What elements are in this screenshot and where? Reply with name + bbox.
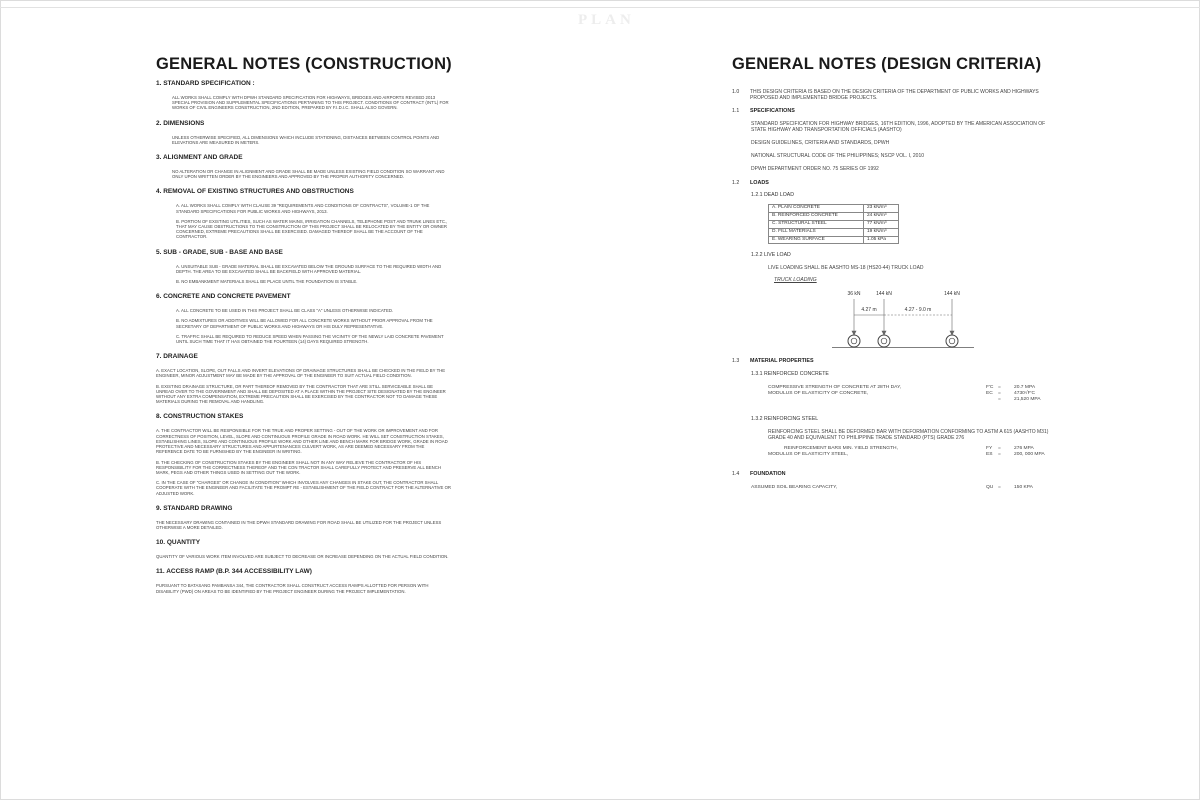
section-1-4 bbox=[732, 471, 1062, 477]
property-b: QU bbox=[986, 485, 994, 491]
section-number: 1.3 bbox=[732, 358, 740, 365]
property-row bbox=[751, 485, 1062, 491]
section-heading: 1. STANDARD SPECIFICATION : bbox=[156, 80, 255, 87]
section-heading: 2. DIMENSIONS bbox=[156, 119, 205, 127]
property-a: REINFORCEMENT BARS MIN. YIELD STRENGTH, bbox=[784, 446, 898, 452]
property-a: MODULUS OF ELASTICITY OF CONCRETE, bbox=[768, 391, 869, 397]
property-c: = bbox=[998, 385, 1001, 391]
truck-loading-title: TRUCK LOADING bbox=[774, 277, 817, 284]
axle-load-1: 36 kN bbox=[847, 291, 861, 298]
foundation-props bbox=[732, 485, 1062, 491]
dead-load-name: C. STRUCTURAL STEEL bbox=[769, 220, 864, 228]
section-paragraph: UNLESS OTHERWISE SPECIFIED, ALL DIMENSIONS WHICH INCLUDE STATIONING, DISTANCES BETWEEN CONTROL POINTS AND ELEVATIONS ARE MEASURED IN METERS. bbox=[172, 134, 440, 145]
section-paragraph: B. THE CHECKING OF CONSTRUCTION STAKES BY THE ENGINEER SHALL NOT IN ANY WAY RELIEVE THE CONTRACTOR OF HIS RESPONSIBILITY FOR THE CORRECTNESS THEREOF AND THE CON TRACTOR SHALL CAREFULLY PROTECT AND PRESERVE ALL BENCH MARK, PEGS AND OTHER THINGS USED IN SETTING OUT THE WORK. bbox=[156, 459, 441, 475]
property-b: EC bbox=[986, 391, 993, 397]
dead-load-row bbox=[769, 212, 899, 220]
design-criteria-title: GENERAL NOTES (DESIGN CRITERIA) bbox=[732, 55, 1042, 73]
section-number: 1.2 bbox=[732, 180, 740, 186]
section-heading: 3. ALIGNMENT AND GRADE bbox=[156, 154, 243, 162]
section-paragraph: C. IN THE CASE OF "CHARGES" OR CHANGE IN CONDITION" WHICH INVOLVES ANY CHANGES IN STAKE OUT, THE CONTRACTOR SHALL COOPERATE WITH THE ENGINEER AND FACILITATE THE PROMPT RE - ESTABLISHMENT OF THE FIELD CONTRACT FOR THE ALTERNATIVE OR ADJUSTED WORK. bbox=[156, 480, 452, 496]
reinforced-concrete-props bbox=[732, 385, 1062, 402]
property-row bbox=[768, 452, 1062, 458]
section-paragraph: B. NO ADMIXTURES OR ADDITIVES WILL BE ALLOWED FOR ALL CONCRETE WORKS WITHOUT PRIOR APPROVAL FROM THE SECRETARY OF DEPARTMENT OF PUBLIC WORKS AND HIGHWAYS OR HIS DULY REPRESENTATIVE. bbox=[176, 318, 433, 329]
construction-notes bbox=[156, 55, 451, 599]
construction-section bbox=[156, 120, 451, 145]
property-d: 4730√F'C bbox=[1014, 391, 1036, 397]
section-1-2 bbox=[732, 180, 1062, 186]
section-heading: 9. STANDARD DRAWING bbox=[156, 504, 233, 512]
property-row bbox=[768, 397, 1062, 403]
dead-load-row bbox=[769, 228, 899, 236]
truck-wheels bbox=[848, 335, 958, 347]
section-title: LOADS bbox=[750, 180, 769, 186]
property-d: 200, 000 MPA bbox=[1014, 451, 1045, 457]
dead-load-value: 1.05 kPa bbox=[864, 236, 899, 244]
property-c: = bbox=[998, 391, 1001, 397]
property-b: FY bbox=[986, 446, 993, 452]
spec-list bbox=[732, 121, 1061, 172]
property-c: = bbox=[998, 446, 1001, 452]
dead-load-name: E. WEARING SURFACE bbox=[769, 236, 864, 244]
reinforcing-steel-text: REINFORCING STEEL SHALL BE DEFORMED BAR WITH DEFORMATION CONFORMING TO ASTM A 615 (AASHTO M31) GRADE 40 AND EQUIVALENT TO PHILIPPINE TRADE STANDARD (PTS) GRADE 276 bbox=[768, 429, 1049, 442]
axle-spacing-2: 4.27 - 9.0 m bbox=[904, 307, 932, 314]
reinforced-concrete-label: 1.3.1 REINFORCED CONCRETE bbox=[751, 371, 829, 378]
plan-watermark: PLAN bbox=[578, 12, 635, 28]
live-load-label: 1.2.2 LIVE LOAD bbox=[751, 252, 791, 259]
property-b: ES bbox=[986, 451, 993, 457]
section-paragraph: A. ALL CONCRETE TO BE USED IN THIS PROJECT SHALL BE CLASS "A" UNLESS OTHERWISE INDICATED. bbox=[176, 308, 394, 314]
dead-load-row bbox=[769, 236, 899, 244]
dead-load-row bbox=[769, 205, 899, 213]
property-c: = bbox=[998, 451, 1001, 457]
section-1-0 bbox=[732, 89, 1062, 101]
construction-notes-title: GENERAL NOTES (CONSTRUCTION) bbox=[156, 55, 452, 73]
construction-section bbox=[156, 249, 451, 285]
axle-load-3: 144 kN bbox=[944, 291, 960, 298]
dead-load-value: 77 kN/m³ bbox=[864, 220, 899, 228]
section-paragraph: A. EXACT LOCATION, SLOPE, OUT FALLS AND INVERT ELEVATIONS OF DRAINAGE STRUCTURES SHALL BE CHECKED IN THE FIELD BY THE ENGINEER, MINOR ADJUSTMENT MAY BE MADE BY THE APPROVAL OF THE ENGINEER TO SUIT ACTUAL FIELD CONDITION. bbox=[156, 368, 446, 379]
property-b bbox=[986, 397, 998, 403]
design-criteria bbox=[732, 55, 1062, 491]
construction-section bbox=[156, 505, 451, 530]
construction-section bbox=[156, 154, 451, 179]
truck-loading-diagram bbox=[732, 277, 1062, 349]
section-heading: 4. REMOVAL OF EXISTING STRUCTURES AND OBSTRUCTIONS bbox=[156, 188, 354, 196]
property-b: F'C bbox=[986, 385, 994, 391]
section-number: 1.0 bbox=[732, 89, 740, 95]
section-1-1 bbox=[732, 108, 1062, 114]
section-title: FOUNDATION bbox=[750, 471, 786, 478]
section-paragraph: A. THE CONTRACTOR WILL BE RESPONSIBLE FOR THE TRUE AND PROPER SETTING - OUT OF THE WORK OR IMPROVEMENT AND FOR CORRECTNESS OF POSITION, LEVEL, SLOPE AND CONTINUOUS PROFILE GRADE IN ROAD WORK. HE WILL SET CONSTRUCTION STAKES, ESTABLISHING LINES, SLOPE AND CONTINUOUS PROFILE WORK AND OTHER LINE AND BENCH MARK FOR BRIDGE WORK, GRADE IN ROAD PROTECTIVE AND NECESSARY STRUCTURES AND APPURTENANCES CULVERT WORK, AS ARE DEEMED NECESSARY FROM THE REFERENCE DATE TO BE FURNISHED BY THE ENGINEER IN WRITING. bbox=[156, 428, 448, 455]
load-arrows bbox=[852, 299, 954, 335]
spec-item: STANDARD SPECIFICATION FOR HIGHWAY BRIDGES, 16TH EDITION, 1996, ADOPTED BY THE AMERICAN ASSOCIATION OF STATE HIGHWAY AND TRANSPORTATION OFFICIALS (AASHTO) bbox=[751, 121, 1046, 133]
section-heading: 11. ACCESS RAMP (B.P. 344 ACCESSIBILITY LAW) bbox=[156, 568, 312, 576]
dead-load-value: 23 kN/m³ bbox=[864, 205, 899, 213]
property-d: 150 KPA bbox=[1014, 485, 1033, 491]
reinforcing-steel-label: 1.3.2 REINFORCING STEEL bbox=[751, 416, 819, 423]
property-c: = bbox=[998, 396, 1001, 402]
section-paragraph: B. EXISTING DRAINAGE STRUCTURE, OR PART THEREOF REMOVED BY THE CONTRACTOR THAT ARE STILL SERVICEABLE SHALL BE UNREAD OVER TO THE GOVERNMENT AND SHALL BE DEPOSITED AT A PLACE WITHIN THE PROJECT SITE DESIGNATED BY THE ENGINEER WITHOUT ANY EXTRA COMPENSATION, EXTREME PRECAUTION SHALL BE EXERCISED BY THE CONTRACTOR NOT TO DAMAGE THESE MATERIALS DURING THE REMOVAL AND HANDLING. bbox=[156, 383, 446, 405]
construction-section bbox=[156, 80, 451, 111]
section-paragraph: C. TRAFFIC SHALL BE REQUIRED TO REDUCE SPEED WHEN PASSING THE VICINITY OF THE NEWLY LAID CONCRETE PAVEMENT UNTIL SUCH TIME THAT IT HAS OBTAINED THE FOURTEEN (14) DAYS REQUIRED STRENGTH. bbox=[176, 333, 444, 345]
construction-section bbox=[156, 568, 451, 593]
construction-sections bbox=[156, 80, 451, 594]
axle-load-2: 144 kN bbox=[876, 291, 892, 298]
dead-load-label: 1.2.1 DEAD LOAD bbox=[751, 192, 794, 198]
truck-loading-svg bbox=[732, 277, 992, 349]
dead-load-table bbox=[768, 204, 899, 244]
dead-load-name: D. FILL MATERIALS bbox=[769, 228, 864, 236]
spec-item: NATIONAL STRUCTURAL CODE OF THE PHILIPPINES; NSCP VOL. I, 2010 bbox=[751, 153, 925, 159]
construction-section bbox=[156, 413, 451, 495]
section-paragraph: B. PORTION OF EXISTING UTILITIES, SUCH AS WATER MAINS, IRRIGATION CHANNELS, TELEPHONE POST AND TRUNK LINES ETC., THAT MAY CAUSE OBSTRUCTIONS TO THE CONSTRUCTION OF THIS PROJECT SHALL BE RELOCATED BY THE ENTITY OR OWNER CONCERNED, EXTREME PRECAUTIONS SHALL BE EXERCISED. DAMAGED THEREOF SHALL BE THE ACCOUNT OF THE CONTRACTOR. bbox=[176, 218, 448, 240]
dead-load-name: A. PLAIN CONCRETE bbox=[769, 205, 864, 213]
section-paragraph: PURSUANT TO BATASANG PAMBANSA 344, THE CONTRACTOR SHALL CONSTRUCT ACCESS RAMPS ALLOTTED FOR PERSON WITH DISABILITY (PWD) ON AREAS TO BE IDENTIFIED BY THE PROJECT ENGINEER DURING THE PROJECT IMPLEMENTATION. bbox=[156, 583, 429, 594]
axle-spacing-1: 4.27 m bbox=[861, 307, 877, 314]
spec-item: DESIGN GUIDELINES, CRITERIA AND STANDARDS, DPWH bbox=[751, 140, 890, 146]
section-paragraph: NO ALTERATION OR CHANGE IN ALIGNMENT AND GRADE SHALL BE MADE UNLESS EXISTING FIELD CONDITION SO WARRANT AND ONLY UPON WRITTEN ORDER BY THE ENGINEERS AND APPROVED BY THE PROPER AUTHORITY CONCERNED. bbox=[172, 169, 445, 180]
dead-load-name: B. REINFORCED CONCRETE bbox=[769, 212, 864, 220]
spec-item: DPWH DEPARTMENT ORDER NO. 75 SERIES OF 1992 bbox=[751, 166, 879, 172]
section-title: SPECIFICATIONS bbox=[750, 108, 795, 114]
property-a: COMPRESSIVE STRENGTH OF CONCRETE AT 28TH DAY, bbox=[768, 385, 902, 391]
dead-load-value: 19 kN/m³ bbox=[864, 228, 899, 236]
live-load-text: LIVE LOADING SHALL BE AASHTO MS-18 (HS20-44) TRUCK LOAD bbox=[768, 265, 924, 272]
section-heading: 5. SUB - GRADE, SUB - BASE AND BASE bbox=[156, 248, 283, 256]
property-a: ASSUMED SOIL BEARING CAPACITY, bbox=[751, 485, 838, 491]
section-heading: 6. CONCRETE AND CONCRETE PAVEMENT bbox=[156, 293, 291, 301]
section-number: 1.4 bbox=[732, 471, 740, 478]
property-d: 20.7 MPA bbox=[1014, 385, 1036, 391]
section-heading: 7. DRAINAGE bbox=[156, 353, 198, 361]
property-a: MODULUS OF ELASTICITY STEEL, bbox=[768, 451, 849, 457]
property-d: 276 MPA bbox=[1014, 446, 1034, 452]
property-a bbox=[768, 397, 986, 403]
section-paragraph: THE NECESSARY DRAWING CONTAINED IN THE DPWH STANDARD DRAWING FOR ROAD SHALL BE UTILIZED FOR THE PROJECT UNLESS OTHERWISE A MORE DETAILED. bbox=[156, 519, 442, 530]
construction-section bbox=[156, 539, 451, 559]
section-paragraph: A. UNSUITABLE SUB - GRADE MATERIAL SHALL BE EXCAVATED BELOW THE GROUND SURFACE TO THE REQUIRED WIDTH AND DEPTH. THE AREA TO BE EXCAVATED SHALL BE BACKFIELD WITH APPROVED MATERIAL. bbox=[176, 263, 442, 274]
dead-load-value: 24 kN/m³ bbox=[864, 212, 899, 220]
dead-load-row bbox=[769, 220, 899, 228]
section-paragraph: A. ALL WORKS SHALL COMPLY WITH CLAUSE 39 "REQUIREMENTS AND CONDITIONS OF CONTRACTS", VOLUME-1 OF THE STANDARD SPECIFICATIONS FOR PUBLIC WORKS AND HIGHWAYS, 2013. bbox=[176, 203, 430, 214]
section-title: MATERIAL PROPERTIES bbox=[750, 358, 814, 365]
intro-text: THIS DESIGN CRITERIA IS BASED ON THE DESIGN CRITERIA OF THE DEPARTMENT OF PUBLIC WORKS AND HIGHWAYS PROPOSED AND IMPLEMENTED BRIDGE PROJECTS. bbox=[750, 89, 1039, 101]
section-number: 1.1 bbox=[732, 108, 740, 114]
top-rule bbox=[0, 7, 1200, 8]
property-d: 21,520 MPA bbox=[1014, 396, 1041, 402]
construction-section bbox=[156, 188, 451, 239]
section-paragraph: B. NO EMBANKMENT MATERIALS SHALL BE PLACE UNTIL THE FOUNDATION IS STABLE. bbox=[176, 279, 358, 285]
section-paragraph: QUANTITY OF VARIOUS WORK ITEM INVOLVED ARE SUBJECT TO DECREASE OR INCREASE DEPENDING ON THE ACTUAL FIELD CONDITION. bbox=[156, 554, 449, 560]
section-heading: 10. QUANTITY bbox=[156, 539, 201, 547]
construction-section bbox=[156, 353, 451, 404]
construction-section bbox=[156, 293, 451, 344]
section-paragraph: ALL WORKS SHALL COMPLY WITH DPWH STANDARD SPECIFICATION FOR HIGHWAYS, BRIDGES AND AIRPORTS REVISED 2013 SPECIAL PROVISION AND SUPPLEMENTAL SPECIFICATIONS PERTAINING TO THIS PROJECT. CONDITIONS OF CONTRACT (INT'L) FOR WORKS OF CIVIL ENGINEERS CONSTRUCTION, 2ND EDITION, PREPARED BY F.I.D.I.C. SHALL ALSO GOVERN. bbox=[172, 95, 449, 111]
reinforcing-steel-props bbox=[732, 446, 1062, 457]
property-c: = bbox=[998, 485, 1001, 491]
section-1-3 bbox=[732, 358, 1062, 364]
section-heading: 8. CONSTRUCTION STAKES bbox=[156, 413, 244, 421]
